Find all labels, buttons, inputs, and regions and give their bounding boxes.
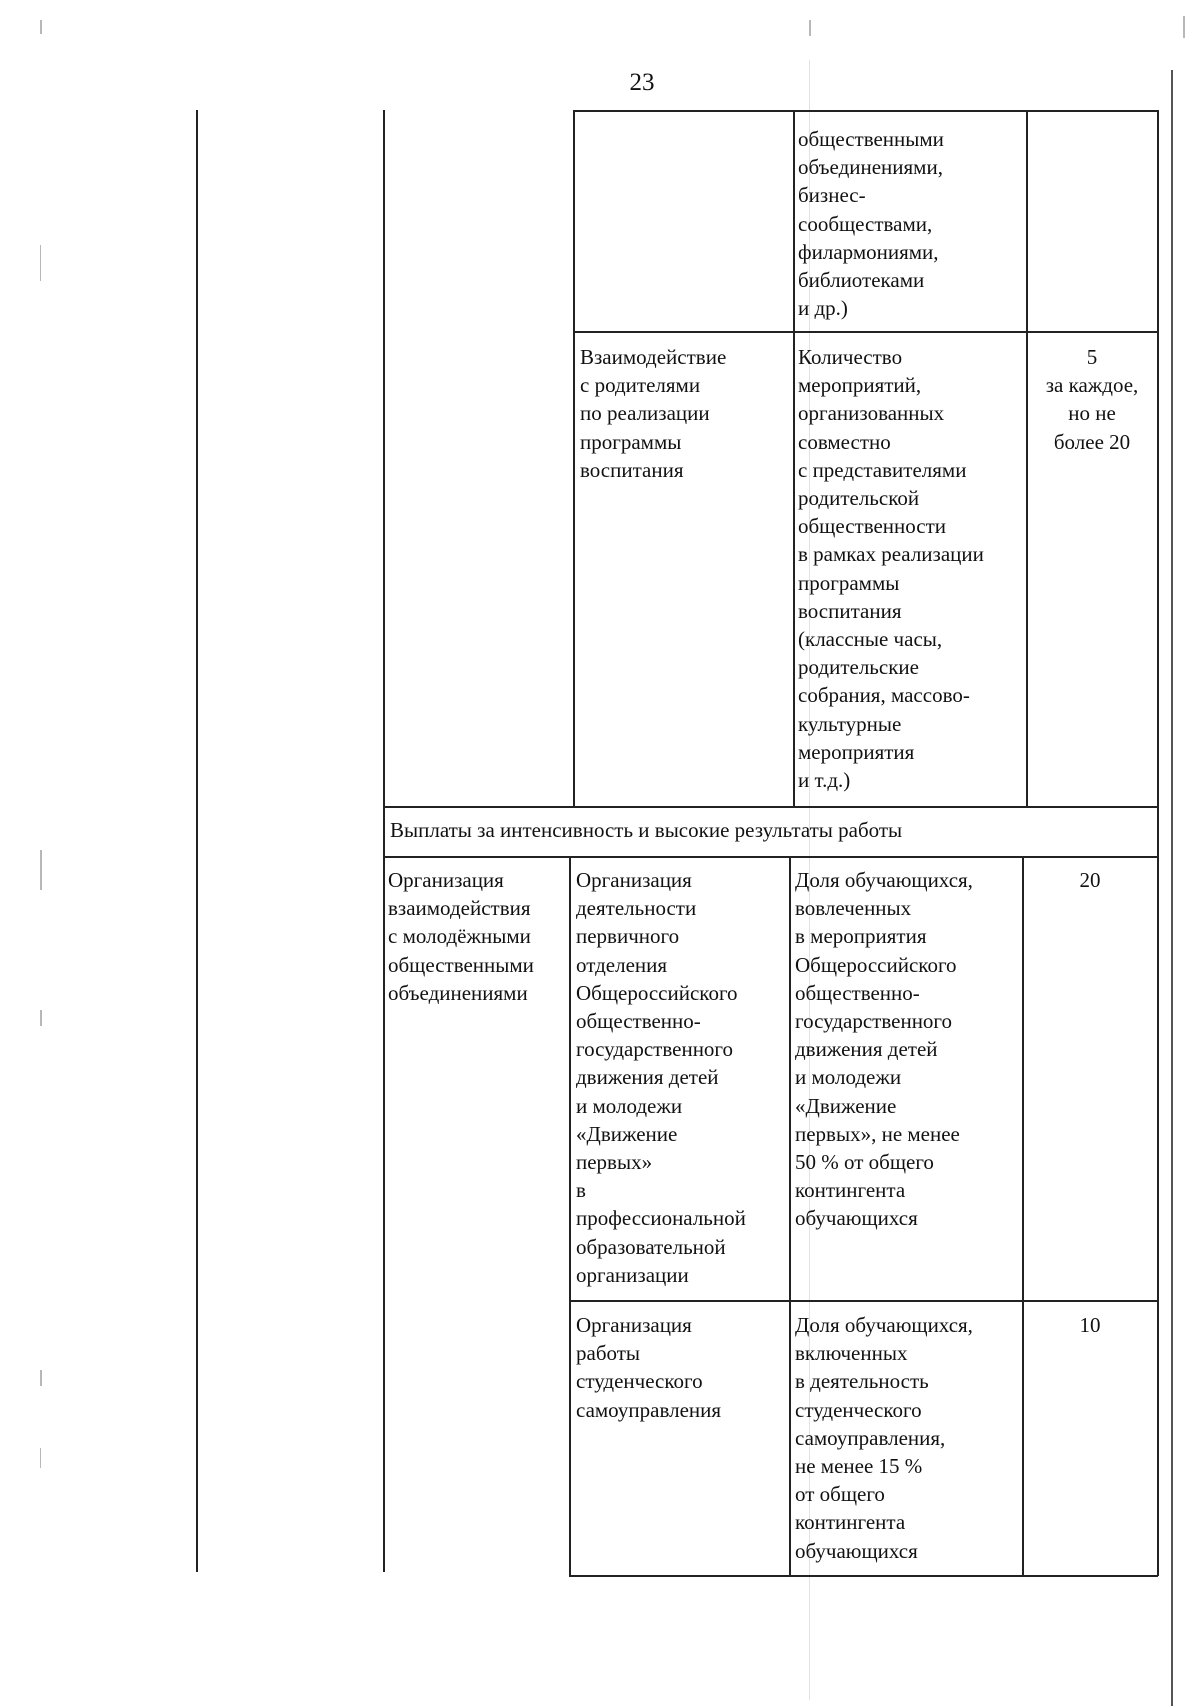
grid-row-divider-selfgov — [569, 1300, 1158, 1302]
page-number: 23 — [629, 69, 655, 96]
scan-binding-line — [1171, 70, 1173, 1706]
criterion-movement-of-the-first: Доля обучающихся, вовлеченных в мероприятия Общероссийского общественно- государственного движения детей и молодежи «Движение первых», не менее 50 % от общего контингента обучающихся — [795, 868, 973, 1231]
scan-dash-8 — [40, 1448, 41, 1468]
points-movement-of-the-first: 20 — [1079, 868, 1101, 892]
grid-criterion-column-left-bottom — [789, 856, 791, 1576]
section-header-intensity-payments: Выплаты за интенсивность и высокие результаты работы — [390, 818, 903, 842]
scan-dash-1 — [40, 20, 42, 34]
scan-dash-7 — [40, 1370, 42, 1386]
scan-dash-4 — [40, 245, 41, 281]
grid-points-column-left-top — [1026, 110, 1028, 806]
direction-youth-associations: Организация взаимодействия с молодёжными общественными объединениями — [388, 868, 534, 1005]
points-parents-interaction: 5 за каждое, но не более 20 — [1045, 345, 1139, 454]
criterion-continuation: общественными объединениями, бизнес- сообществами, филармониями, библиотеками и др.) — [798, 127, 944, 321]
indicator-student-self-government: Организация работы студенческого самоуправления — [576, 1313, 722, 1422]
criterion-parents-interaction: Количество мероприятий, организованных совместно с представителями родительской общественности в рамках реализации программы воспитания (классные часы, родительские собрания, массово- культурные мероприятия и т.д.) — [798, 345, 984, 793]
grid-points-column-left-bottom — [1022, 856, 1024, 1576]
grid-section-top — [383, 806, 1158, 808]
criterion-student-self-government: Доля обучающихся, включенных в деятельность студенческого самоуправления, не менее 15 % от общего контингента обучающихся — [795, 1313, 973, 1563]
grid-indicator-column-left-bottom — [569, 856, 571, 1576]
scan-dash-2 — [809, 20, 811, 36]
grid-criterion-column-left-top — [793, 110, 795, 806]
indicator-parents-interaction: Взаимодействие с родителями по реализации программы воспитания — [580, 345, 727, 482]
scan-dash-3 — [1183, 16, 1185, 38]
grid-bottom-border — [569, 1575, 1158, 1577]
grid-left-margin-line — [196, 110, 198, 1572]
grid-section-bottom — [383, 856, 1158, 858]
grid-indicator-column-left-top — [573, 110, 575, 806]
grid-right-border — [1157, 110, 1159, 1576]
points-student-self-government: 10 — [1079, 1313, 1101, 1337]
scan-dash-5 — [40, 850, 42, 890]
grid-direction-column-left — [383, 110, 385, 1572]
scan-dash-6 — [40, 1010, 42, 1026]
grid-row-divider-parents — [573, 331, 1158, 333]
grid-top-border — [573, 110, 1158, 112]
indicator-movement-of-the-first: Организация деятельности первичного отделения Общероссийского общественно- государственного движения детей и молодежи «Движение первых» в профессиональной образовательной организации — [576, 868, 746, 1287]
